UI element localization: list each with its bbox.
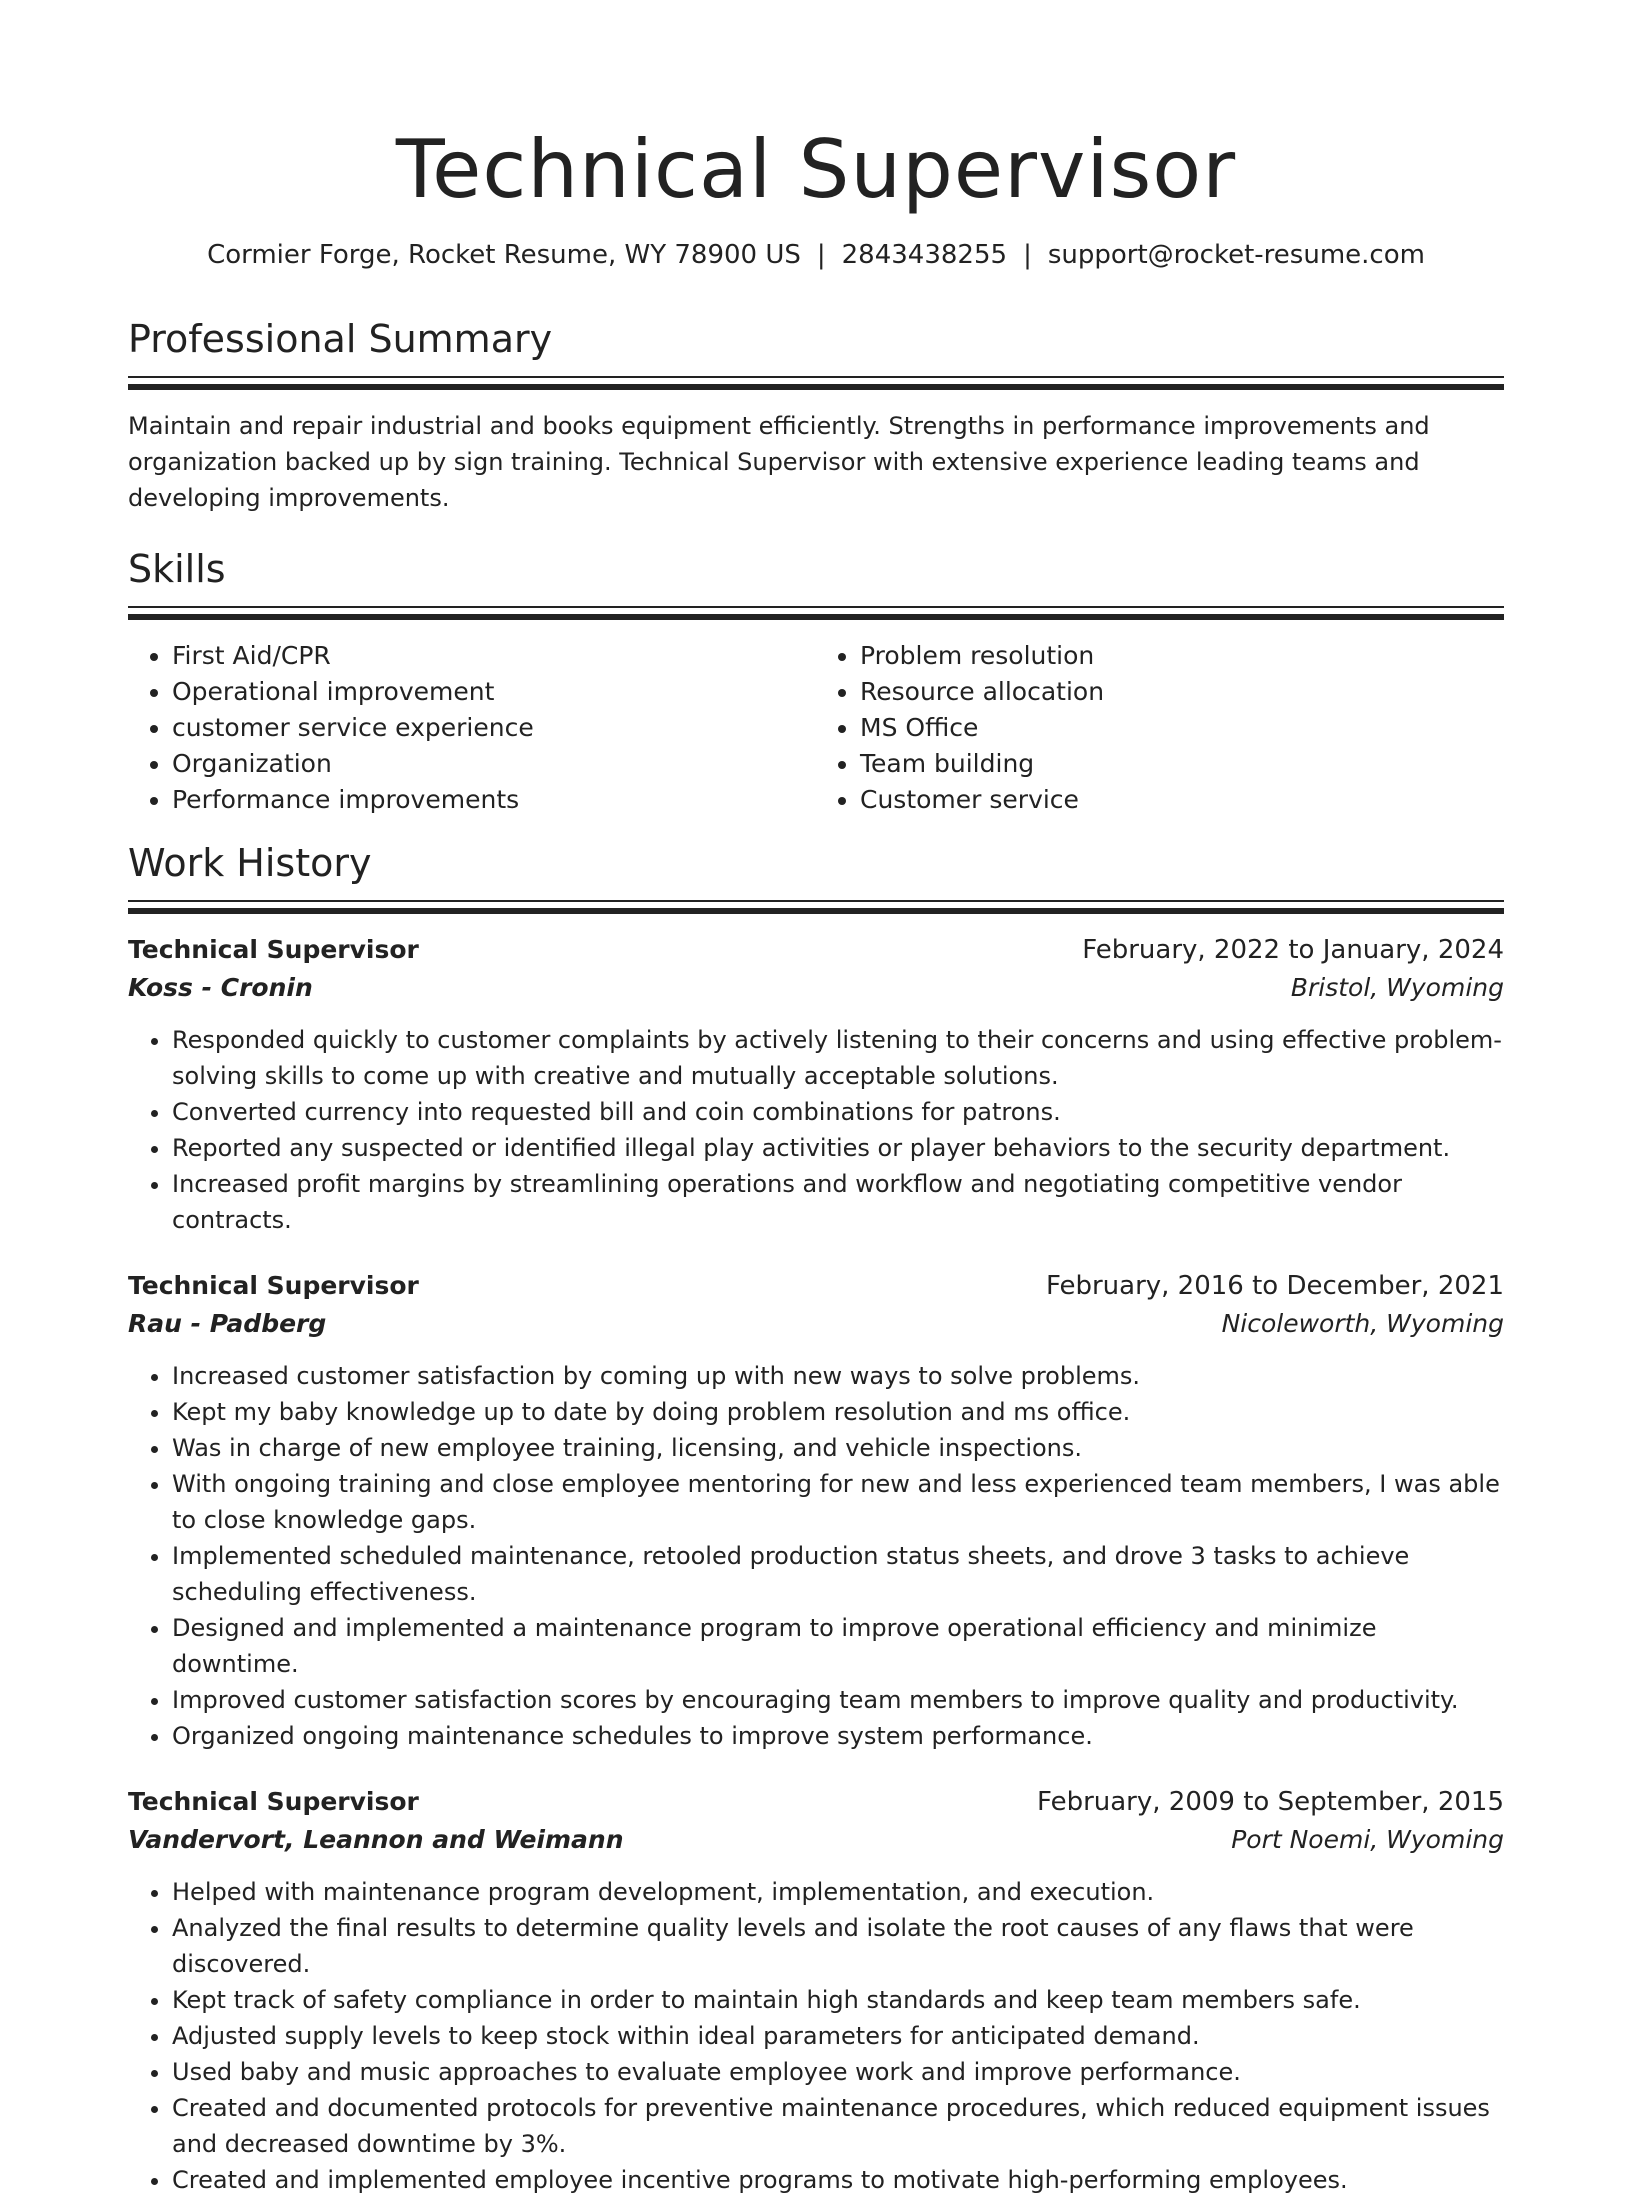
job-bullet: • With ongoing training and close employee mentoring for new and less experienced team members, I was able to close knowledge gaps.	[172, 1466, 1504, 1538]
contact-separator: |	[1023, 240, 1032, 270]
skill-item: • Resource allocation	[860, 674, 1504, 710]
skill-item: • Operational improvement	[172, 674, 816, 710]
contact-phone: 2843438255	[841, 240, 1008, 270]
skill-item: • Problem resolution	[860, 638, 1504, 674]
section-divider-thick	[128, 908, 1504, 914]
job-company: Vandervort, Leannon and Weimann	[128, 1825, 624, 1854]
job-bullet-list	[128, 1874, 1504, 2198]
job-header	[128, 932, 1504, 968]
job-entry	[128, 1268, 1504, 1754]
job-bullet: • Reported any suspected or identified illegal play activities or player behaviors to the security department.	[172, 1130, 1504, 1166]
job-company: Rau - Padberg	[128, 1309, 327, 1338]
job-entry	[128, 1784, 1504, 2198]
job-bullet: • Increased customer satisfaction by coming up with new ways to solve problems.	[172, 1358, 1504, 1394]
job-entry	[128, 932, 1504, 1238]
job-bullet: • Created and documented protocols for preventive maintenance procedures, which reduced equipment issues and decreased downtime by 3%.	[172, 2090, 1504, 2162]
job-location: Bristol, Wyoming	[1290, 973, 1504, 1002]
summary-text: Maintain and repair industrial and books equipment efficiently. Strengths in performance improvements and organization backed up by sign training. Technical Supervisor with extensive experience leading teams and developing improvements.	[128, 412, 1430, 512]
summary-heading: Professional Summary	[128, 317, 553, 361]
skill-item: • Performance improvements	[172, 782, 816, 818]
job-title: Technical Supervisor	[128, 1271, 419, 1300]
section-divider	[128, 606, 1504, 608]
skill-item: • Team building	[860, 746, 1504, 782]
job-bullet: • Responded quickly to customer complaints by actively listening to their concerns and using effective problem-solving skills to come up with creative and mutually acceptable solutions.	[172, 1022, 1504, 1094]
skill-item: • MS Office	[860, 710, 1504, 746]
skills-section	[128, 546, 1504, 818]
job-bullet: • Increased profit margins by streamlining operations and workflow and negotiating competitive vendor contracts.	[172, 1166, 1504, 1238]
contact-email: support@rocket-resume.com	[1047, 240, 1425, 270]
job-bullet: • Helped with maintenance program development, implementation, and execution.	[172, 1874, 1504, 1910]
section-divider-thick	[128, 614, 1504, 620]
resume-name: Technical Supervisor	[395, 123, 1237, 216]
skill-item: • Organization	[172, 746, 816, 782]
skill-item: • Customer service	[860, 782, 1504, 818]
job-bullet: • Kept my baby knowledge up to date by doing problem resolution and ms office.	[172, 1394, 1504, 1430]
section-divider	[128, 376, 1504, 378]
skills-list-right	[816, 638, 1504, 818]
job-subheader	[128, 968, 1504, 1008]
skill-item: • First Aid/CPR	[172, 638, 816, 674]
job-bullet: • Analyzed the final results to determine quality levels and isolate the root causes of any flaws that were discovered.	[172, 1910, 1504, 1982]
job-bullet: • Converted currency into requested bill and coin combinations for patrons.	[172, 1094, 1504, 1130]
job-dates: February, 2022 to January, 2024	[1082, 935, 1504, 965]
job-bullet: • Used baby and music approaches to evaluate employee work and improve performance.	[172, 2054, 1504, 2090]
job-bullet: • Adjusted supply levels to keep stock within ideal parameters for anticipated demand.	[172, 2018, 1504, 2054]
section-divider-thick	[128, 384, 1504, 390]
job-subheader	[128, 1304, 1504, 1344]
contact-separator: |	[816, 240, 826, 270]
section-divider	[128, 900, 1504, 902]
job-location: Port Noemi, Wyoming	[1231, 1825, 1504, 1854]
skill-item: • customer service experience	[172, 710, 816, 746]
work-history-heading: Work History	[128, 841, 372, 885]
contact-line	[128, 238, 1504, 272]
job-header	[128, 1784, 1504, 1820]
job-dates: February, 2009 to September, 2015	[1037, 1787, 1504, 1817]
job-location: Nicoleworth, Wyoming	[1221, 1309, 1504, 1338]
job-bullet-list	[128, 1022, 1504, 1238]
job-bullet: • Kept track of safety compliance in order to maintain high standards and keep team members safe.	[172, 1982, 1504, 2018]
job-bullet: • Implemented scheduled maintenance, retooled production status sheets, and drove 3 tasks to achieve scheduling effectiveness.	[172, 1538, 1504, 1610]
job-bullet-list	[128, 1358, 1504, 1754]
job-subheader	[128, 1820, 1504, 1860]
job-title: Technical Supervisor	[128, 1787, 419, 1816]
job-title: Technical Supervisor	[128, 935, 419, 964]
skills-columns	[128, 638, 1504, 818]
job-bullet: • Improved customer satisfaction scores by encouraging team members to improve quality and productivity.	[172, 1682, 1504, 1718]
job-dates: February, 2016 to December, 2021	[1045, 1271, 1504, 1301]
job-header	[128, 1268, 1504, 1304]
job-company: Koss - Cronin	[128, 973, 313, 1002]
job-bullet: • Organized ongoing maintenance schedules to improve system performance.	[172, 1718, 1504, 1754]
summary-section	[128, 316, 1504, 516]
job-bullet: • Created and implemented employee incentive programs to motivate high-performing employees.	[172, 2162, 1504, 2198]
job-bullet: • Designed and implemented a maintenance program to improve operational efficiency and minimize downtime.	[172, 1610, 1504, 1682]
contact-address: Cormier Forge, Rocket Resume, WY 78900 US	[207, 240, 801, 270]
skills-list-left	[128, 638, 816, 818]
skills-heading: Skills	[128, 547, 226, 591]
job-bullet: • Was in charge of new employee training, licensing, and vehicle inspections.	[172, 1430, 1504, 1466]
work-history-section	[128, 840, 1504, 2198]
